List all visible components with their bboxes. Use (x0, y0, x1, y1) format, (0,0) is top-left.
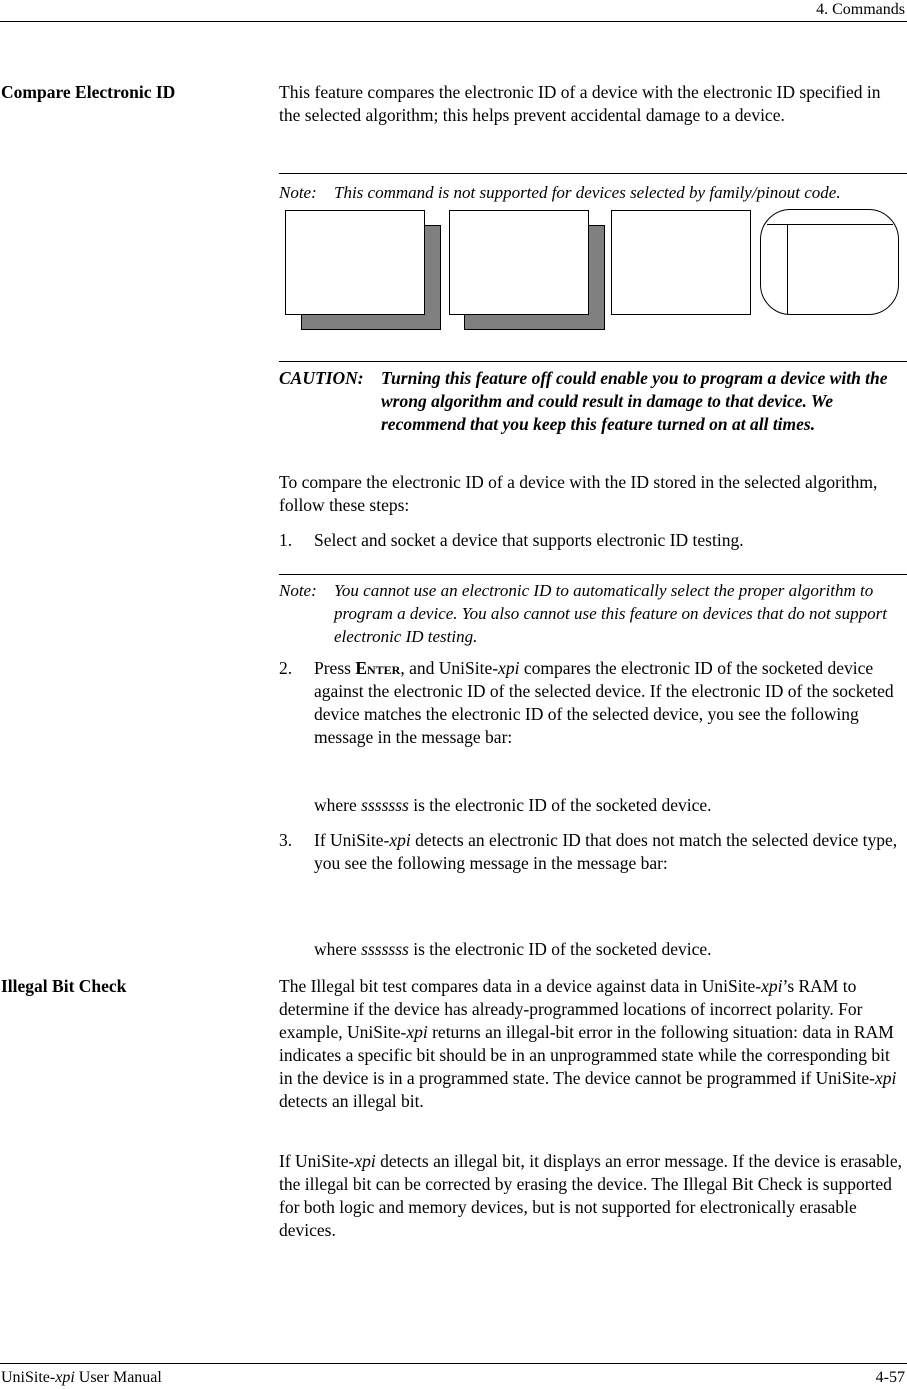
text-run: The Illegal bit test compares data in a device against data in UniSite- (279, 976, 762, 996)
text-run: returns an illegal-bit error in the following situation: data in RAM indicates a specific bit should be in an unprogrammed state while the corresponding bit in the device is in a programmed state. The device cannot be programmed if UniSite- (279, 1022, 894, 1088)
section-heading-compare-electronic-id: Compare Electronic ID (1, 82, 176, 102)
product-suffix: xpi (498, 658, 520, 678)
note-electronic-id-limits (279, 579, 907, 648)
product-suffix: xpi (389, 830, 411, 850)
caution-block (279, 367, 905, 436)
illegal-bit-paragraph-1-text (279, 975, 905, 1113)
where-2-post: is the electronic ID of the socketed device. (408, 939, 712, 959)
note-2-label: Note: (279, 581, 317, 600)
caution-rule (279, 361, 907, 362)
note-2-rule (279, 574, 907, 575)
steps-intro (279, 471, 905, 517)
product-suffix: xpi (55, 1369, 75, 1386)
section-heading-illegal-bit-check: Illegal Bit Check (1, 976, 127, 996)
footer-rule (0, 1363, 907, 1364)
step-3-post: detects an electronic ID that does not match the selected device type, you see the following message in the message bar: (314, 830, 898, 873)
plain-box-icon (612, 211, 751, 315)
command-availability-icons (0, 0, 907, 340)
footer-manual-title (1, 1366, 162, 1389)
stacked-box-icon-2 (450, 211, 605, 330)
illegal-bit-paragraph-2 (279, 1150, 905, 1242)
where-1-pre: where (314, 795, 362, 815)
step-3-text (314, 829, 905, 875)
where-2-pre: where (314, 939, 362, 959)
step-2-number: 2. (279, 658, 293, 678)
footer-text: UniSite- (1, 1369, 56, 1386)
id-variable: sssssss (361, 795, 409, 815)
text-run: detects an illegal bit. (279, 1091, 424, 1111)
where-note-2 (314, 938, 905, 961)
step-3-pre: If UniSite- (314, 830, 390, 850)
product-suffix: xpi (761, 976, 783, 996)
rounded-screen-icon (761, 210, 899, 315)
note-text: This command is not supported for devices selected by family/pinout code. (334, 183, 841, 202)
note-2-text: You cannot use an electronic ID to automatically select the proper algorithm to program a device. You also cannot use this feature on devices that do not support electronic ID testing. (334, 581, 887, 646)
step-2 (279, 657, 905, 749)
product-suffix: xpi (406, 1022, 428, 1042)
running-header-chapter: 4. Commands (816, 1, 905, 18)
product-suffix: xpi (354, 1151, 376, 1171)
compare-intro-text: This feature compares the electronic ID of a device with the electronic ID specified in the selected algorithm; this helps prevent accidental damage to a device. (279, 82, 881, 125)
stacked-box-icon-1 (286, 211, 441, 330)
note-label: Note: (279, 183, 317, 202)
illegal-bit-paragraph-2-text (279, 1150, 905, 1242)
caution-text: Turning this feature off could enable you to program a device with the wrong algorithm and could result in damage to that device. We recommend that you keep this feature turned on at all times. (381, 368, 888, 434)
text-run: detects an illegal bit, it displays an error message. If the device is erasable, the illegal bit can be corrected by erasing the device. The Illegal Bit Check is supported for both logic and memory devices, but is not supported for electronically erasable devices. (279, 1151, 902, 1240)
step-2-text (314, 657, 905, 749)
illegal-bit-paragraph-1 (279, 975, 905, 1113)
step-1-number: 1. (279, 530, 293, 550)
product-suffix: xpi (874, 1068, 897, 1088)
footer-page-number: 4-57 (875, 1369, 905, 1386)
text-run: If UniSite- (279, 1151, 355, 1171)
step-3 (279, 829, 905, 875)
step-3-number: 3. (279, 830, 293, 850)
step-1-text: Select and socket a device that supports electronic ID testing. (314, 530, 744, 550)
step-2-mid: , and UniSite- (400, 658, 499, 678)
steps-intro-text: To compare the electronic ID of a device with the ID stored in the selected algorithm, follow these steps: (279, 472, 878, 515)
where-1-post: is the electronic ID of the socketed device. (408, 795, 712, 815)
id-variable: sssssss (361, 939, 409, 959)
step-2-pre: Press (314, 658, 356, 678)
step-2-post: compares the electronic ID of the socketed device against the electronic ID of the selected device. If the electronic ID of the socketed device matches the electronic ID of the selected device, you see the following message in the message bar: (314, 658, 894, 747)
text-run: ’s RAM to determine if the device has already-programmed locations of incorrect polarity. For example, UniSite- (279, 976, 863, 1042)
where-note-1 (314, 794, 905, 817)
caution-label: CAUTION: (279, 368, 364, 388)
step-1 (279, 529, 905, 552)
footer-text: User Manual (74, 1369, 162, 1386)
enter-key: Enter (355, 658, 401, 678)
